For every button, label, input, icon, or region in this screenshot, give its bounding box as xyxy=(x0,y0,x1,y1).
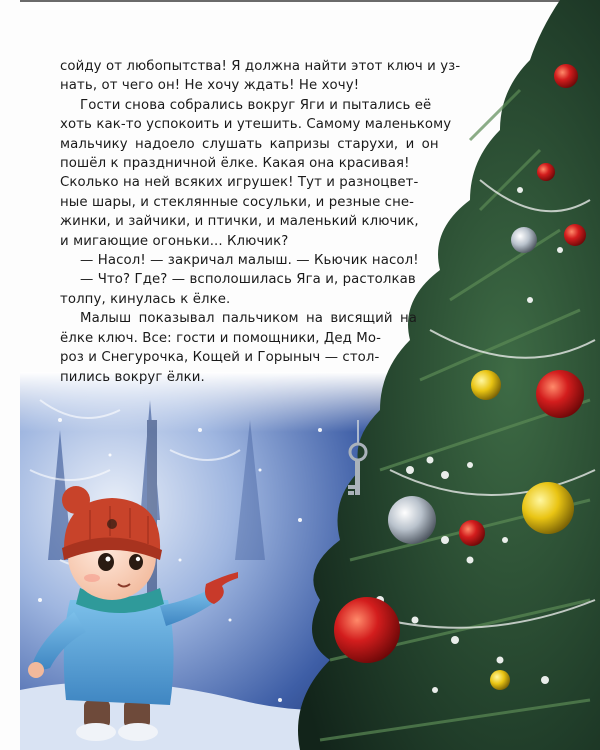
red-ornament xyxy=(537,163,555,181)
story-line: Малыш показывал пальчиком на висящий на xyxy=(80,311,418,327)
story-line: ные шары, и стеклянные сосульки, и резные сне- xyxy=(60,194,415,210)
red-ornament xyxy=(334,597,400,663)
red-ornament xyxy=(536,370,584,418)
story-line: нать, от чего он! Не хочу ждать! Не хочу! xyxy=(60,78,360,94)
story-line: Гости снова собрались вокруг Яги и пытались её xyxy=(80,97,432,113)
gold-ornament xyxy=(490,670,510,690)
story-line: — Насол! — закричал малыш. — Кьючик насол! xyxy=(80,253,419,269)
story-line: сойду от любопытства! Я должна найти этот ключ и уз- xyxy=(60,59,461,74)
story-line: мальчику надоело слушать капризы старухи, и он xyxy=(60,136,439,152)
story-line: Сколько на ней всяких игрушек! Тут и разноцвет- xyxy=(60,175,419,191)
story-line: толпу, кинулась к ёлке. xyxy=(60,291,231,307)
red-ornament xyxy=(554,64,578,88)
story-line: пились вокруг ёлки. xyxy=(60,369,205,385)
story-line: и мигающие огоньки... Ключик? xyxy=(60,233,289,249)
red-ornament xyxy=(564,224,586,246)
story-line: роз и Снегурочка, Кощей и Горыныч — стол- xyxy=(60,350,380,366)
story-line: — Что? Где? — всполошилась Яга и, растолкав xyxy=(80,272,416,288)
story-line: пошёл к праздничной ёлке. Какая она красивая! xyxy=(60,156,410,172)
story-line: ёлке ключ. Все: гости и помощники, Дед Мо- xyxy=(60,330,381,346)
gold-ornament xyxy=(522,482,574,534)
silver-ornament xyxy=(388,496,436,544)
red-ornament xyxy=(459,520,485,546)
story-line: жинки, и зайчики, и птички, и маленький ключик, xyxy=(60,214,419,230)
story-line: хоть как-то успокоить и утешить. Самому маленькому xyxy=(60,117,452,133)
story-text xyxy=(60,57,520,387)
